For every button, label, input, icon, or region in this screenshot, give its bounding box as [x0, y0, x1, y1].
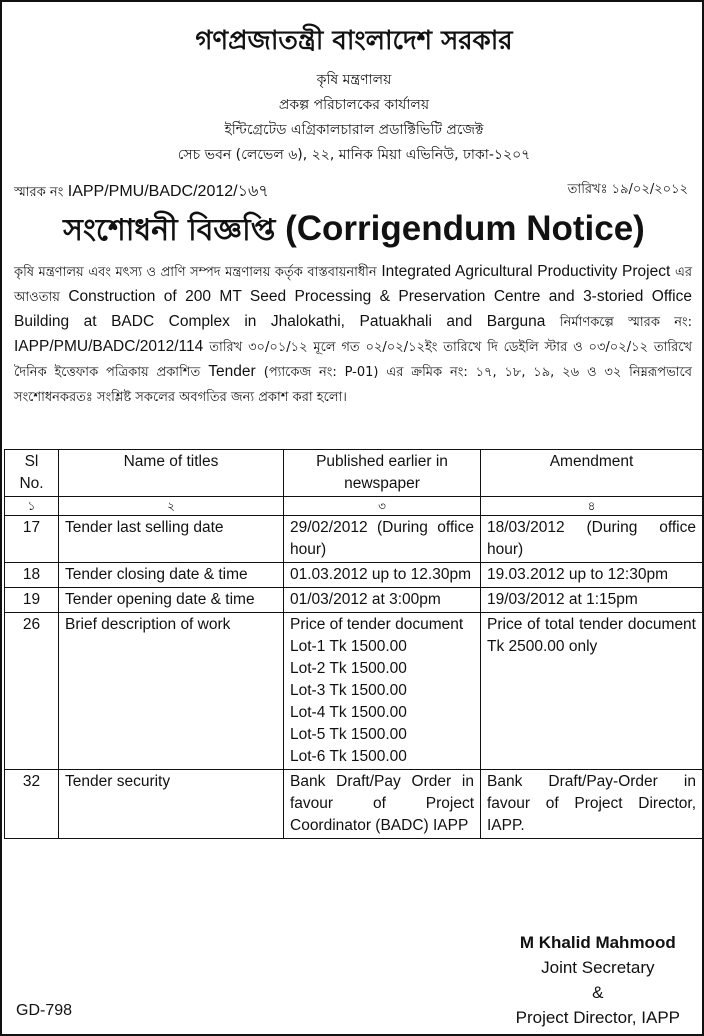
row-amendment: 19.03.2012 up to 12:30pm — [481, 563, 703, 588]
row-sl: 26 — [5, 613, 59, 770]
earlier-line: Lot-1 Tk 1500.00 — [290, 638, 407, 655]
earlier-line: Lot-5 Tk 1500.00 — [290, 726, 407, 743]
notice-title — [2, 206, 704, 257]
col-number: ২ — [59, 497, 284, 516]
table-row — [5, 516, 703, 563]
memo-date: তারিখঃ ১৯/০২/২০১২ — [567, 182, 688, 197]
body-text-3: এর আওতায় — [14, 265, 693, 305]
signatory-title: Project Director, IAPP — [515, 1008, 680, 1027]
row-sl: 32 — [5, 770, 59, 839]
body-text-8: Tender — [208, 363, 256, 380]
body-text-1: কৃষি মন্ত্রণালয় এবং মৎস্য ও প্রাণি সম্পদ মন্ত্রণালয় কর্তৃক বাস্তবায়নাধীন — [14, 265, 377, 280]
col-number: ১ — [5, 497, 59, 516]
table-row — [5, 613, 703, 770]
earlier-line: Lot-6 Tk 1500.00 — [290, 748, 407, 765]
body-text-5: নির্মাণকল্পে স্মারক নং: — [559, 315, 692, 330]
government-heading: গণপ্রজাতন্ত্রী বাংলাদেশ সরকার — [195, 26, 513, 56]
notice-body — [14, 260, 692, 410]
row-earlier: 01.03.2012 up to 12.30pm — [284, 563, 481, 588]
row-title: Tender security — [59, 770, 284, 839]
earlier-line: Lot-3 Tk 1500.00 — [290, 682, 407, 699]
row-amendment: 18/03/2012 (During office hour) — [481, 516, 703, 563]
signatory-amp: & — [592, 983, 604, 1002]
title-bangla: সংশোধনী বিজ্ঞপ্তি — [63, 213, 276, 248]
table-row — [5, 588, 703, 613]
header-title: Name of titles — [59, 450, 284, 497]
memo-reference — [14, 178, 269, 205]
row-amendment: Bank Draft/Pay-Order in favour of Project Director, IAPP. — [481, 770, 703, 839]
address-line: সেচ ভবন (লেভেল ৬), ২২, মানিক মিয়া এভিনিউ, ঢাকা-১২০৭ — [177, 147, 531, 163]
project-line: ইন্টিগ্রেটেড এগ্রিকালচারাল প্রডাক্টিভিটি প্রজেক্ট — [224, 122, 484, 138]
row-sl: 19 — [5, 588, 59, 613]
header-sl: Sl No. — [5, 450, 59, 497]
row-title: Tender opening date & time — [59, 588, 284, 613]
row-amendment: 19/03/2012 at 1:15pm — [481, 588, 703, 613]
signature-block — [516, 930, 680, 1030]
signatory-title: Joint Secretary — [541, 958, 655, 977]
column-number-row — [5, 497, 703, 516]
row-amendment: Price of total tender document Tk 2500.00 only — [481, 613, 703, 770]
row-title: Tender last selling date — [59, 516, 284, 563]
col-number: ৪ — [481, 497, 703, 516]
body-text-7: তারিখ ৩০/০১/১২ মূলে গত ০২/০২/১২ইং তারিখে দি ডেইলি স্টার ও ০৩/০২/১২ তারিখে দৈনিক ইত্তেফাক পত্রিকায় প্রকাশিত — [14, 340, 692, 380]
row-title: Brief description of work — [59, 613, 284, 770]
body-text-9: (প্যাকেজ নং: P-01) এর ক্রমিক নং: ১৭, ১৮, ১৯, ২৬ ও ৩২ নিম্নরূপভাবে সংশোধনকরতঃ সংশ্লিষ্ট সকলের অবগতির জন্য প্রকাশ করা হলো। — [14, 365, 693, 405]
body-text-6: IAPP/PMU/BADC/2012/114 — [14, 338, 204, 355]
office-line: প্রকল্প পরিচালকের কার্যালয় — [278, 97, 430, 113]
earlier-line: Lot-4 Tk 1500.00 — [290, 704, 407, 721]
col-number: ৩ — [284, 497, 481, 516]
amendment-table — [4, 449, 703, 839]
row-sl: 18 — [5, 563, 59, 588]
row-earlier: 01/03/2012 at 3:00pm — [284, 588, 481, 613]
earlier-line: Price of tender document — [290, 616, 464, 633]
row-sl: 17 — [5, 516, 59, 563]
header-earlier: Published earlier in newspaper — [284, 450, 481, 497]
header-amendment: Amendment — [481, 450, 703, 497]
gd-code: GD-798 — [16, 1002, 73, 1019]
ministry-line: কৃষি মন্ত্রণালয় — [316, 72, 392, 88]
row-title: Tender closing date & time — [59, 563, 284, 588]
table-header-row — [5, 450, 703, 497]
table-row — [5, 563, 703, 588]
body-text-4: Construction of 200 MT Seed Processing & Preservation Centre and 3-storied Office Building at BADC Complex in Jhalokathi, Patuakhali and Barguna — [14, 288, 692, 330]
memo-label: স্মারক নং — [14, 185, 64, 200]
title-english: (Corrigendum Notice) — [285, 209, 645, 248]
earlier-line: Lot-2 Tk 1500.00 — [290, 660, 407, 677]
row-earlier: Bank Draft/Pay Order in favour of Project Coordinator (BADC) IAPP — [284, 770, 481, 839]
body-text-2: Integrated Agricultural Productivity Project — [381, 263, 671, 280]
memo-number: IAPP/PMU/BADC/2012/১৬৭ — [67, 183, 269, 200]
table-row — [5, 770, 703, 839]
signatory-name: M Khalid Mahmood — [519, 933, 676, 952]
row-earlier — [284, 613, 481, 770]
row-earlier: 29/02/2012 (During office hour) — [284, 516, 481, 563]
